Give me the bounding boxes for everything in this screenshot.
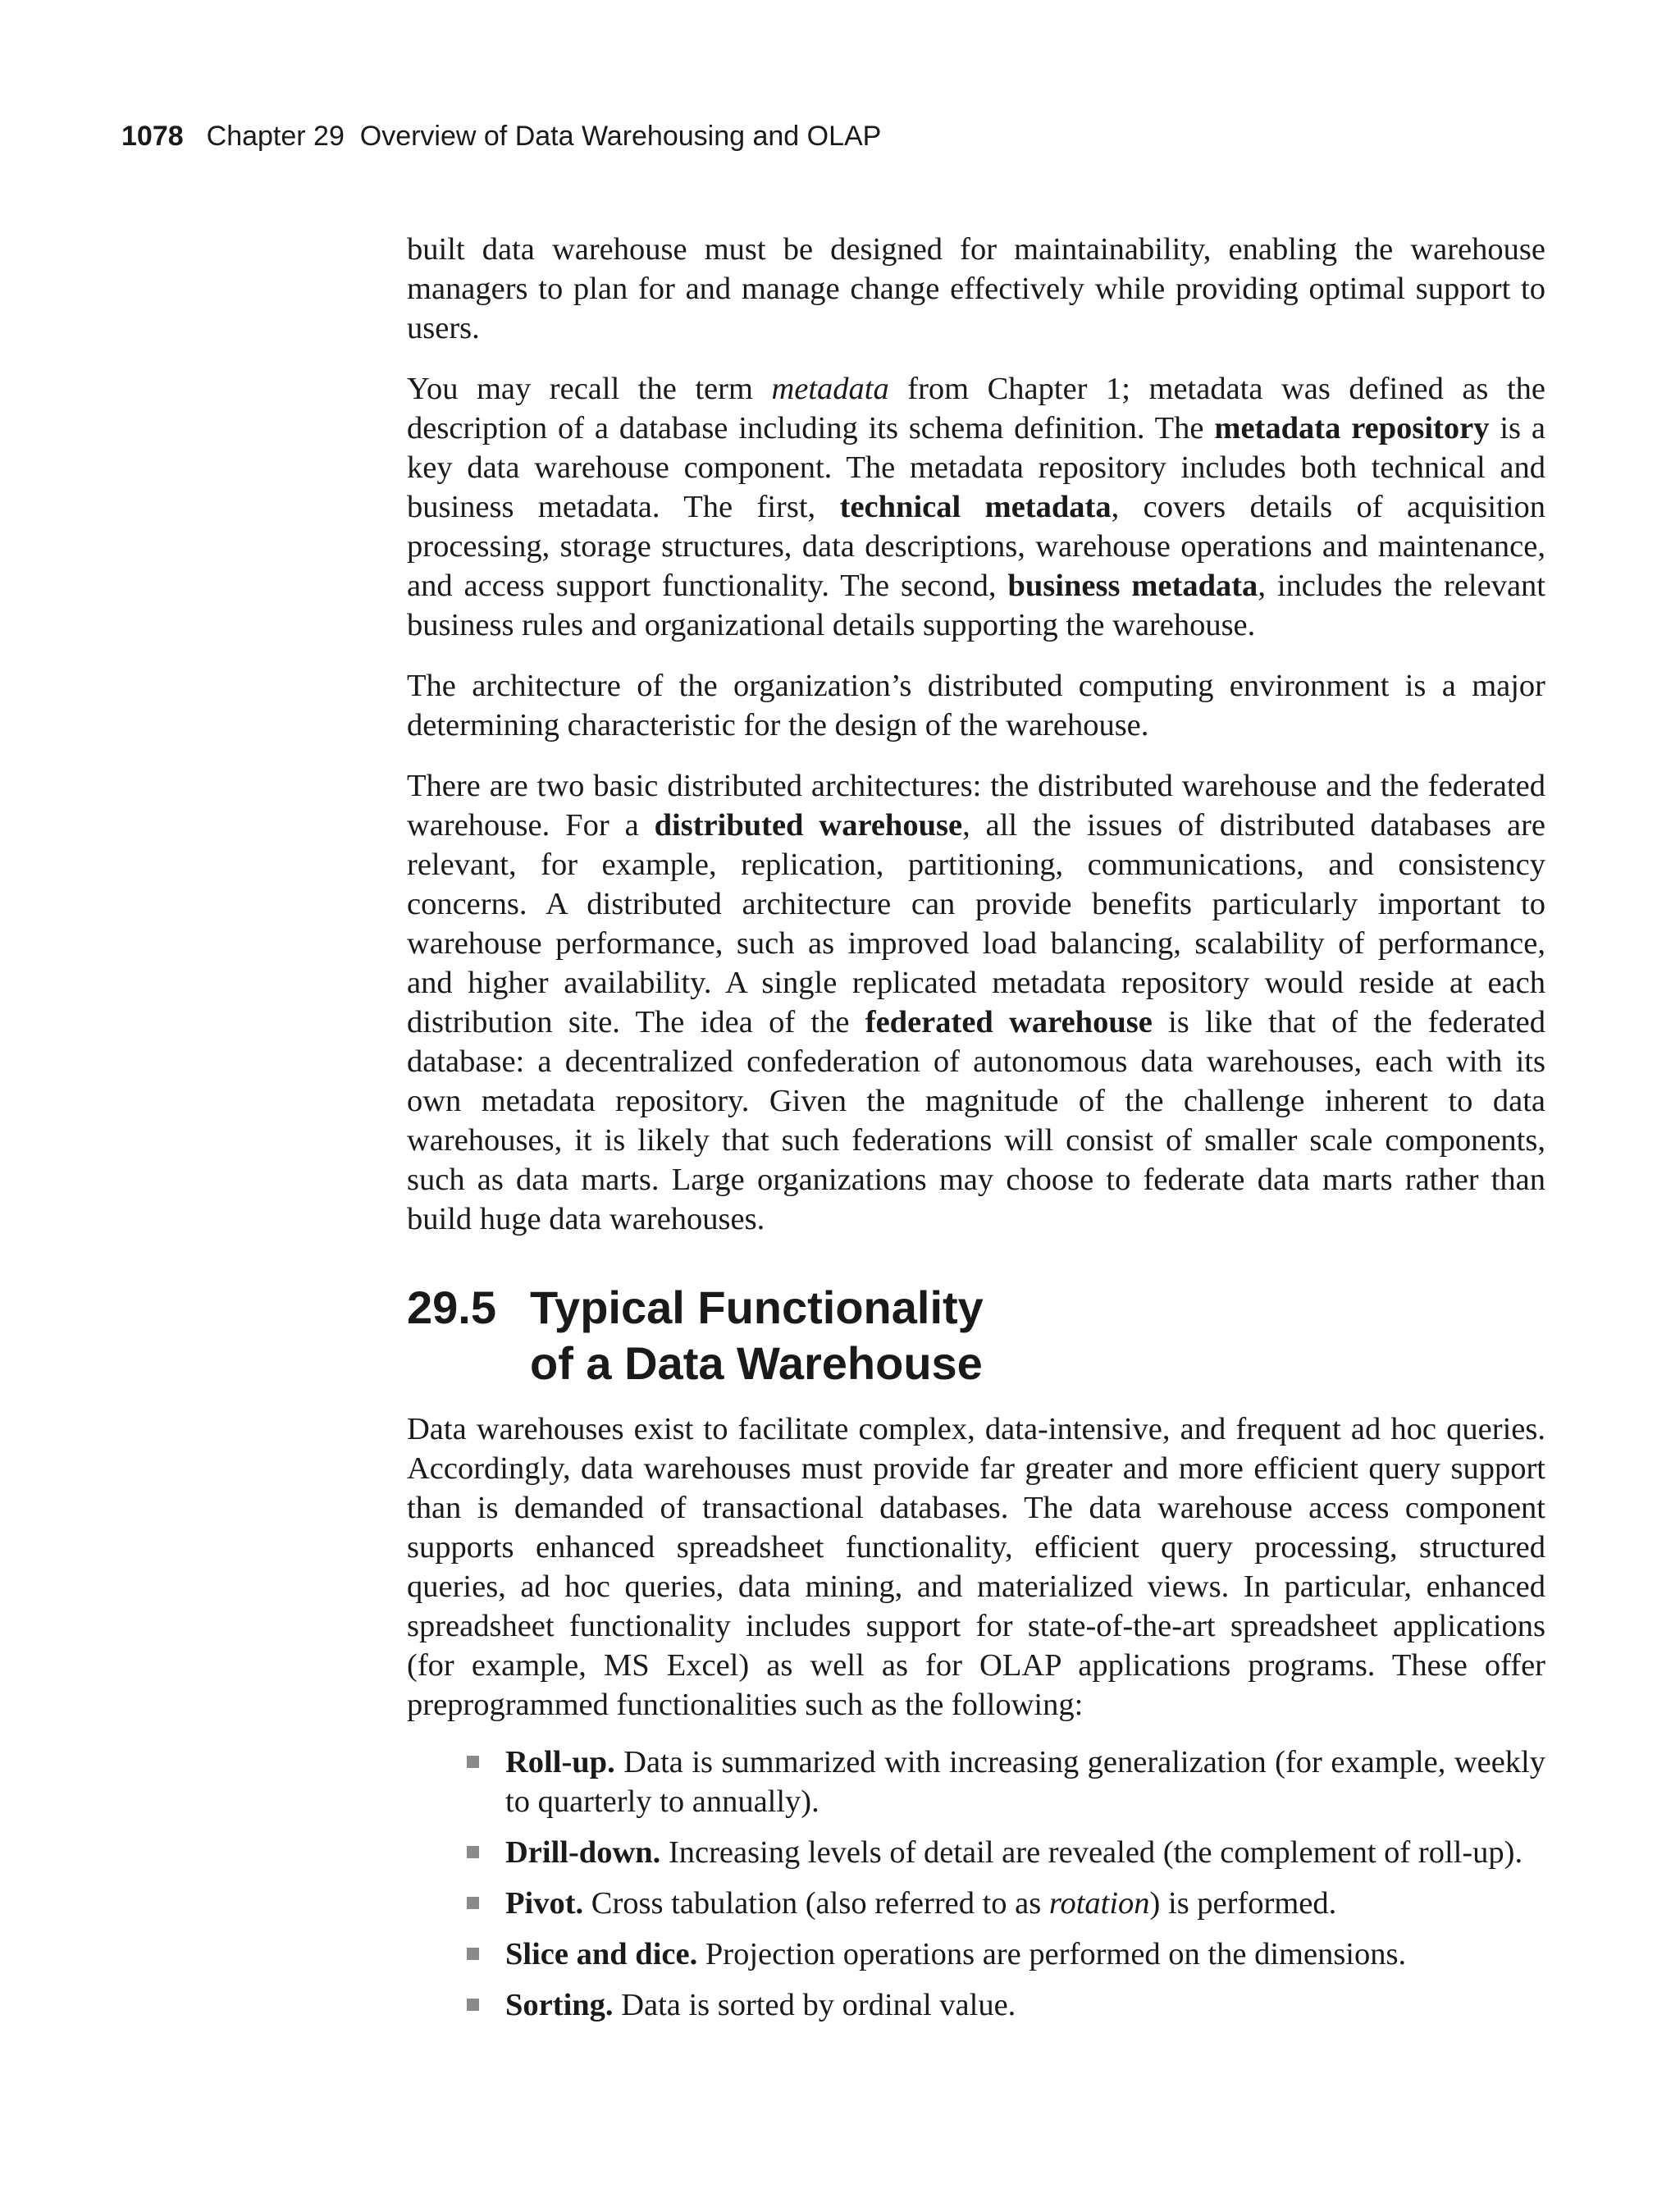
text-run: is a key data warehouse component. The metadata repository includes both technical and business metadata. The first,	[407, 411, 1545, 524]
list-item-text	[505, 1988, 1016, 2022]
text-run: , covers details of acquisition processing, storage structures, data descriptions, warehouse operations and maintenance, and access support functionality. The second,	[407, 490, 1546, 603]
text-run: Data is summarized with increasing generalization (for example, weekly to quarterly to annually).	[505, 1745, 1545, 1819]
list-item-text	[505, 1937, 1406, 1971]
paragraph-section-intro	[407, 1409, 1545, 1725]
text-run: from Chapter 1; metadata was defined as the description of a database including its schema definition. The	[407, 372, 1545, 445]
bold-term: federated warehouse	[865, 1005, 1153, 1039]
text-run: is like that of the federated database: a decentralized confederation of autonomous data warehouses, each with its own metadata repository. Given the magnitude of the challenge inherent to data warehouses, it is likely that such federations will consist of smaller scale components, such as data marts. Large organizations may choose to federate data marts rather than build huge data warehouses.	[407, 1005, 1545, 1236]
text-run: Projection operations are performed on the dimensions.	[697, 1937, 1407, 1971]
list-item-text	[505, 1745, 1545, 1819]
section-heading	[407, 1280, 1545, 1391]
list-item-text	[505, 1835, 1522, 1870]
bold-term: distributed warehouse	[654, 808, 963, 843]
text-run: ) is performed.	[1149, 1886, 1337, 1921]
bold-term: Pivot.	[505, 1886, 584, 1921]
text-run: Cross tabulation (also referred to as	[583, 1886, 1049, 1921]
bold-term: metadata repository	[1214, 411, 1490, 445]
text-run: built data warehouse must be designed for maintainability, enabling the warehouse managers to plan for and manage change effectively while providing optimal support to users.	[407, 232, 1545, 345]
page-number: 1078	[121, 121, 184, 152]
section-title-line: Typical Functionality	[530, 1281, 984, 1333]
bold-term: Drill-down.	[505, 1835, 661, 1870]
list-item	[407, 1833, 1545, 1872]
text-run: You may recall the term	[407, 372, 772, 406]
text-run: Increasing levels of detail are revealed (the complement of roll-up).	[660, 1835, 1523, 1870]
square-bullet-icon	[467, 1999, 479, 2011]
paragraph	[407, 230, 1545, 348]
bold-term: Slice and dice.	[505, 1937, 698, 1971]
square-bullet-icon	[467, 1756, 479, 1768]
list-item-text	[505, 1886, 1336, 1921]
bold-term: technical metadata	[839, 490, 1112, 524]
list-item	[407, 1743, 1545, 1821]
text-run: Data is sorted by ordinal value.	[613, 1988, 1016, 2022]
italic-term: metadata	[771, 372, 889, 406]
text-run: The architecture of the organization’s distributed computing environment is a major determining characteristic for the design of the warehouse.	[407, 669, 1545, 742]
square-bullet-icon	[467, 1897, 479, 1909]
bold-term: Roll-up.	[505, 1745, 615, 1779]
paragraph-architecture	[407, 666, 1545, 745]
section-number: 29.5	[407, 1281, 496, 1333]
functionality-list	[407, 1743, 1545, 2025]
section-title	[530, 1280, 1545, 1391]
text-run: Data warehouses exist to facilitate complex, data-intensive, and frequent ad hoc queries. Accordingly, data warehouses must provide far greater and more efficient query support than is demanded of transactional databases. The data warehouse access component supports enhanced spreadsheet functionality, efficient query processing, structured queries, ad hoc queries, data mining, and materialized views. In particular, enhanced spreadsheet functionality includes support for state-of-the-art spreadsheet applications (for example, MS Excel) as well as for OLAP applications programs. These offer preprogrammed functionalities such as the following:	[407, 1412, 1545, 1722]
list-item	[407, 1884, 1545, 1923]
chapter-title: Chapter 29 Overview of Data Warehousing and OLAP	[206, 121, 882, 152]
text-run: , all the issues of distributed databases are relevant, for example, replication, partitioning, communications, and consistency concerns. A distributed architecture can provide benefits particularly important to warehouse performance, such as improved load balancing, scalability of performance, and higher availability. A single replicated metadata repository would reside at each distribution site. The idea of the	[407, 808, 1545, 1039]
paragraph-distributed-architectures	[407, 766, 1545, 1239]
bold-term: Sorting.	[505, 1988, 614, 2022]
paragraph-metadata-repository	[407, 369, 1545, 645]
square-bullet-icon	[467, 1948, 479, 1960]
square-bullet-icon	[467, 1846, 479, 1858]
text-run: There are two basic distributed architectures: the distributed warehouse and the federated warehouse. For a	[407, 769, 1545, 843]
bold-term: business metadata	[1007, 569, 1258, 603]
list-item	[407, 1985, 1545, 2025]
section-title-line: of a Data Warehouse	[530, 1337, 983, 1389]
text-run: , includes the relevant business rules and organizational details supporting the warehouse.	[407, 569, 1545, 642]
running-head	[121, 120, 881, 153]
body-text	[407, 230, 1545, 2036]
italic-term: rotation	[1048, 1886, 1150, 1921]
list-item	[407, 1935, 1545, 1974]
